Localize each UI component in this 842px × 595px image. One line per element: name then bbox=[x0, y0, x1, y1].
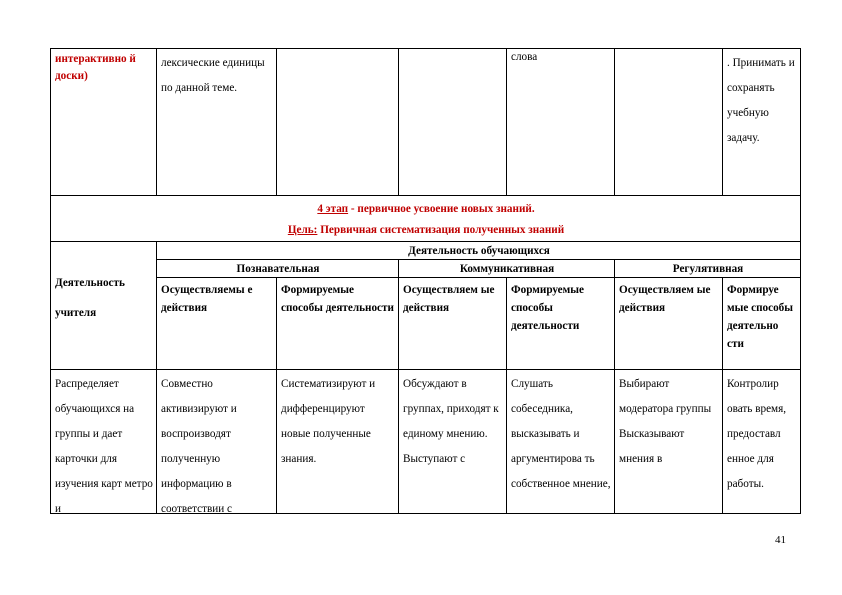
sub-header-6: Формируе мые способы деятельно сти bbox=[723, 278, 801, 370]
group-regulatory: Регулятивная bbox=[615, 260, 801, 278]
row1-col7: . Принимать и сохранять учебную задачу. bbox=[723, 49, 801, 196]
teacher-activity-header bbox=[51, 242, 157, 370]
group-cognitive: Познавательная bbox=[157, 260, 399, 278]
sub-header-4: Формируемые способы деятельности bbox=[507, 278, 615, 370]
row1-col4 bbox=[399, 49, 507, 196]
row1-col1: интерактивно й доски) bbox=[51, 49, 157, 196]
stage-number: 4 этап bbox=[317, 203, 349, 215]
body-col3: Систематизируют и дифференцируют новые полученные знания. bbox=[277, 370, 399, 514]
row1-col5: слова bbox=[507, 49, 615, 196]
row1-col6 bbox=[615, 49, 723, 196]
body-col2: Совместно активизируют и воспроизводят полученную информацию в соответствии с bbox=[157, 370, 277, 514]
row1-col2: лексические единицы по данной теме. bbox=[157, 49, 277, 196]
lesson-table bbox=[50, 48, 801, 514]
sub-header-3: Осуществляем ые действия bbox=[399, 278, 507, 370]
teacher-activity-label: Деятельность учителя bbox=[55, 277, 125, 319]
sub-header-5: Осуществляем ые действия bbox=[615, 278, 723, 370]
row1-col3 bbox=[277, 49, 399, 196]
sub-header-2: Формируемые способы деятельности bbox=[277, 278, 399, 370]
goal-label: Цель: bbox=[287, 224, 318, 236]
body-col1: Распределяет обучающихся на группы и дает карточки для изучения карт метро и bbox=[51, 370, 157, 514]
body-col7: Контролир овать время, предоставл енное для работы. bbox=[723, 370, 801, 514]
sub-header-1: Осуществляемы е действия bbox=[157, 278, 277, 370]
page-number: 41 bbox=[775, 534, 786, 546]
body-col4: Обсуждают в группах, приходят к единому мнению. Выступают с bbox=[399, 370, 507, 514]
body-col6: Выбирают модератора группы Высказывают мнения в bbox=[615, 370, 723, 514]
body-col5: Слушать собеседника, высказывать и аргументирова ть собственное мнение, bbox=[507, 370, 615, 514]
group-communicative: Коммуникативная bbox=[399, 260, 615, 278]
stage-title: - первичное усвоение новых знаний. bbox=[348, 203, 535, 215]
stage-row bbox=[51, 196, 801, 242]
students-activity-header: Деятельность обучающихся bbox=[157, 242, 801, 260]
goal-text: Первичная систематизация полученных знаний bbox=[317, 224, 565, 236]
